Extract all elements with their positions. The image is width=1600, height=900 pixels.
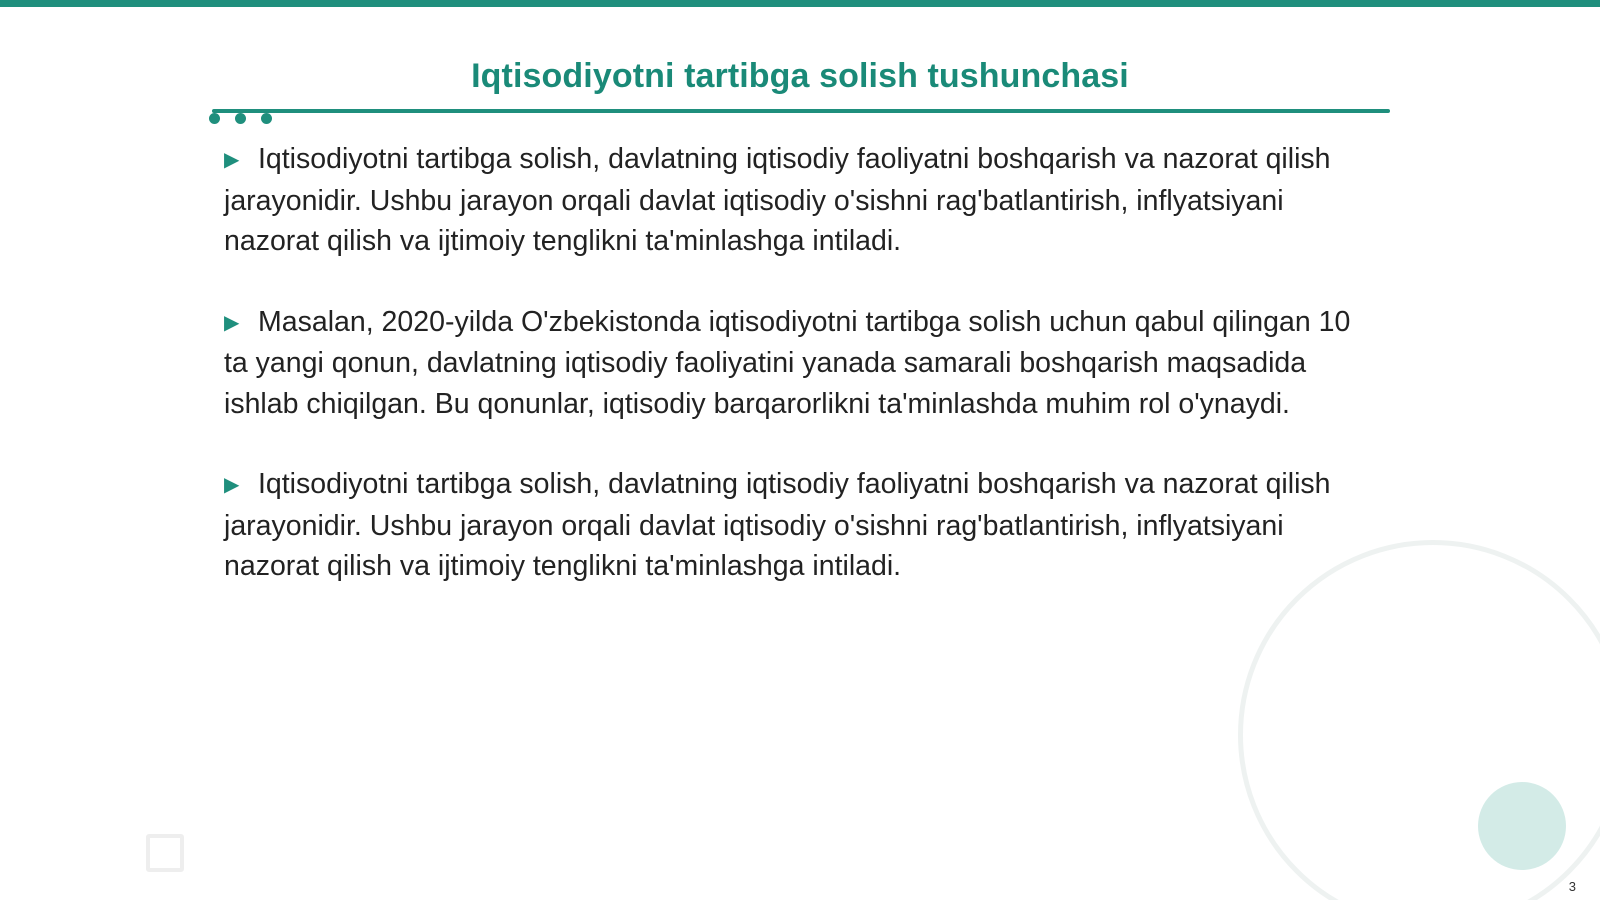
triangle-bullet-icon: ▶: [224, 149, 240, 171]
bullet-item: [224, 139, 1354, 262]
decor-square: [146, 834, 184, 872]
title-underline: [212, 109, 1390, 113]
decor-circle: [1478, 782, 1566, 870]
decor-dot: [261, 113, 272, 124]
bullet-list: [224, 139, 1354, 627]
bullet-text: Iqtisodiyotni tartibga solish, davlatning iqtisodiy faoliyatni boshqarish va nazorat qilish jarayonidir. Ushbu jarayon orqali davlat iqtisodiy o'sishni rag'batlantirish, inflyatsiyani nazorat qilish va ijtimoiy tenglikni ta'minlashga intiladi.: [224, 143, 1331, 257]
triangle-bullet-icon: ▶: [224, 311, 240, 334]
bullet-item: [224, 302, 1354, 425]
bullet-item: [224, 464, 1354, 587]
bullet-text: Masalan, 2020-yilda O'zbekistonda iqtisodiyotni tartibga solish uchun qabul qilingan 10 ta yangi qonun, davlatning iqtisodiy faoliyatini yanada samarali boshqarish maqsadida ishlab chiqilgan. Bu qonunlar, iqtisodiy barqarorlikni ta'minlashda muhim rol o'ynaydi.: [224, 305, 1351, 420]
triangle-bullet-icon: ▶: [224, 474, 240, 496]
bullet-text: Iqtisodiyotni tartibga solish, davlatning iqtisodiy faoliyatni boshqarish va nazorat qilish jarayonidir. Ushbu jarayon orqali davlat iqtisodiy o'sishni rag'batlantirish, inflyatsiyani nazorat qilish va ijtimoiy tenglikni ta'minlashga intiladi.: [224, 468, 1331, 582]
decor-dot: [235, 113, 246, 124]
top-accent-bar: [0, 0, 1600, 7]
page-number: 3: [1568, 879, 1576, 894]
slide-title: Iqtisodiyotni tartibga solish tushunchasi: [471, 57, 1129, 95]
decor-dot: [209, 113, 220, 124]
